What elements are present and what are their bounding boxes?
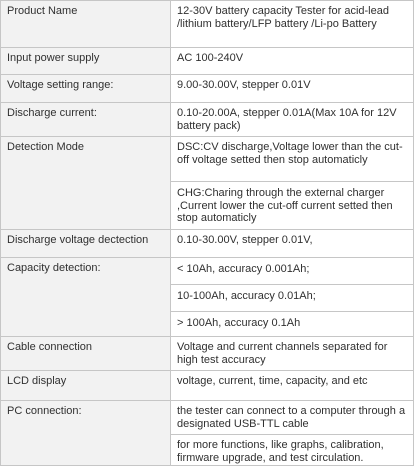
spec-value: for more functions, like graphs, calibration, firmware upgrade, and test circulation.: [171, 435, 414, 466]
spec-value: 0.10-30.00V, stepper 0.01V,: [171, 230, 414, 258]
spec-row-discharge-voltage: [1, 230, 414, 258]
spec-value: Voltage and current channels separated for high test accuracy: [171, 337, 414, 371]
spec-value: voltage, current, time, capacity, and etc: [171, 371, 414, 401]
spec-value: CHG:Charing through the external charger ,Current lower the cut-off current setted then stop automaticly: [171, 182, 414, 230]
spec-value: > 100Ah, accuracy 0.1Ah: [171, 312, 414, 337]
spec-label: Input power supply: [1, 48, 171, 75]
spec-row-voltage-range: [1, 75, 414, 103]
spec-label: Product Name: [1, 1, 171, 48]
spec-row-capacity-detection: [1, 258, 414, 285]
spec-value: the tester can connect to a computer through a designated USB-TTL cable: [171, 401, 414, 435]
spec-label: Capacity detection:: [1, 258, 171, 337]
spec-label: Discharge current:: [1, 103, 171, 137]
spec-value: 9.00-30.00V, stepper 0.01V: [171, 75, 414, 103]
spec-row-pc-connection: [1, 401, 414, 435]
spec-label: LCD display: [1, 371, 171, 401]
spec-label: Discharge voltage dectection: [1, 230, 171, 258]
spec-value: < 10Ah, accuracy 0.001Ah;: [171, 258, 414, 285]
spec-value: AC 100-240V: [171, 48, 414, 75]
spec-row-product-name: [1, 1, 414, 48]
spec-label: PC connection:: [1, 401, 171, 466]
spec-row-detection-mode: [1, 137, 414, 182]
spec-row-input-power: [1, 48, 414, 75]
spec-label: Voltage setting range:: [1, 75, 171, 103]
spec-row-lcd-display: [1, 371, 414, 401]
spec-value: 0.10-20.00A, stepper 0.01A(Max 10A for 12V battery pack): [171, 103, 414, 137]
spec-label: Detection Mode: [1, 137, 171, 230]
spec-value: 12-30V battery capacity Tester for acid-lead /lithium battery/LFP battery /Li-po Battery: [171, 1, 414, 48]
spec-row-cable-connection: [1, 337, 414, 371]
spec-value: DSC:CV discharge,Voltage lower than the cut-off voltage setted then stop automaticly: [171, 137, 414, 182]
spec-value: 10-100Ah, accuracy 0.01Ah;: [171, 285, 414, 312]
spec-row-discharge-current: [1, 103, 414, 137]
spec-label: Cable connection: [1, 337, 171, 371]
